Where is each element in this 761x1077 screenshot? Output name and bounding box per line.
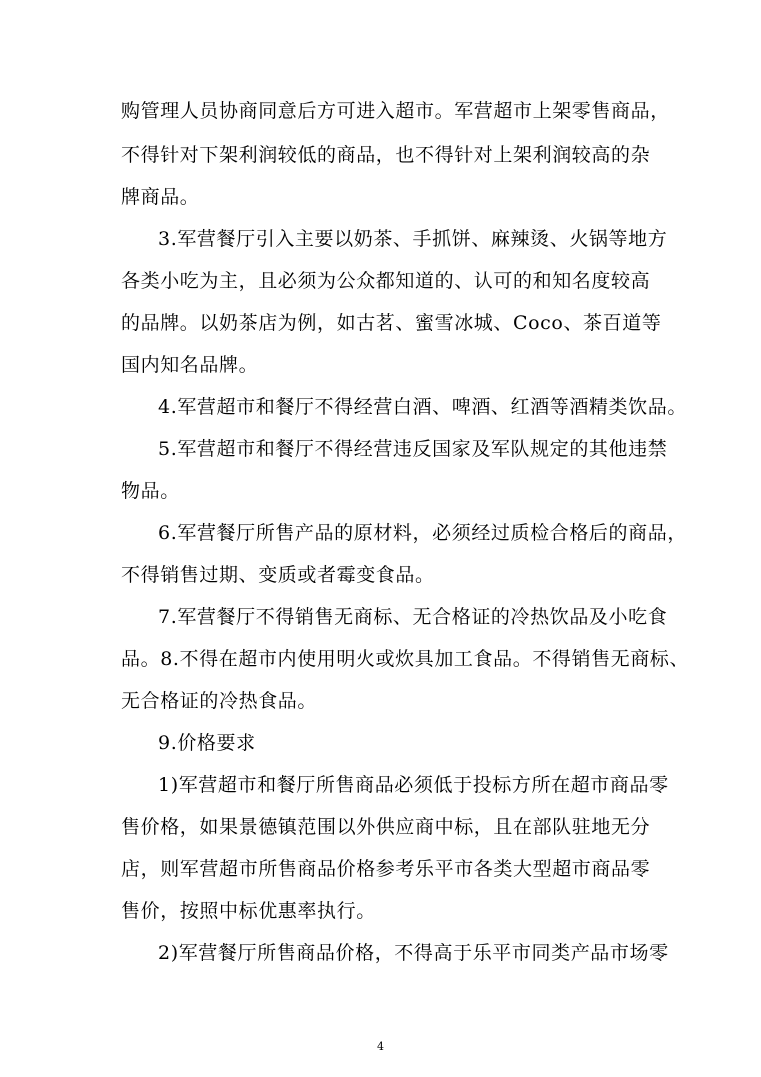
text-line: 国内知名品牌。 (121, 354, 259, 376)
text-line: 牌商品。 (121, 186, 200, 208)
text-line: 1)军营超市和餐厅所售商品必须低于投标方所在超市商品零 (158, 774, 669, 796)
text-line: 不得针对下架利润较低的商品，也不得针对上架利润较高的杂 (121, 144, 651, 166)
text-line: 不得销售过期、变质或者霉变食品。 (121, 564, 435, 586)
text-line: 各类小吃为主，且必须为公众都知道的、认可的和知名度较高 (121, 270, 651, 292)
text-line: 4.军营超市和餐厅不得经营白酒、啤酒、红酒等酒精类饮品。 (158, 396, 687, 418)
page-number: 4 (377, 1040, 384, 1053)
text-line: 7.军营餐厅不得销售无商标、无合格证的冷热饮品及小吃食 (158, 606, 668, 628)
text-line: 店，则军营超市所售商品价格参考乐平市各类大型超市商品零 (121, 858, 651, 880)
text-line: 售价，按照中标优惠率执行。 (121, 900, 376, 922)
text-line: 售价格，如果景德镇范围以外供应商中标，且在部队驻地无分 (121, 816, 651, 838)
text-line: 5.军营超市和餐厅不得经营违反国家及军队规定的其他违禁 (158, 438, 668, 460)
text-line: 购管理人员协商同意后方可进入超市。军营超市上架零售商品， (121, 100, 670, 122)
text-line: 6.军营餐厅所售产品的原材料，必须经过质检合格后的商品， (158, 522, 687, 544)
text-line: 2)军营餐厅所售商品价格，不得高于乐平市同类产品市场零 (158, 942, 669, 964)
text-line: 品。8.不得在超市内使用明火或炊具加工食品。不得销售无商标、 (121, 648, 690, 670)
text-line: 无合格证的冷热食品。 (121, 690, 318, 712)
text-line: 的品牌。以奶茶店为例，如古茗、蜜雪冰城、Coco、茶百道等 (121, 312, 662, 334)
text-line: 3.军营餐厅引入主要以奶茶、手抓饼、麻辣烫、火锅等地方 (158, 228, 668, 250)
text-line: 9.价格要求 (158, 732, 256, 754)
text-line: 物品。 (121, 480, 180, 502)
